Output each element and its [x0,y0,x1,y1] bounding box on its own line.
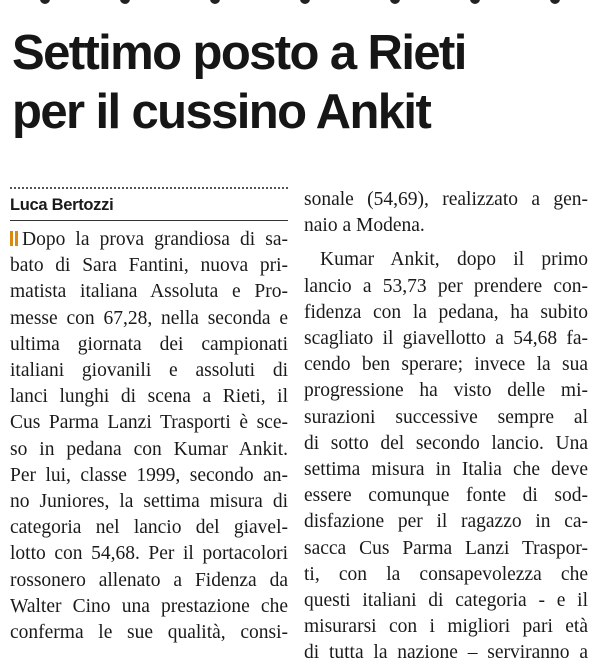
right-column-paragraph-2 [304,247,588,666]
byline-dotted-rule [10,187,288,189]
text-line: Dopo la prova grandiosa di sa- [10,227,288,253]
left-column-text [10,227,288,646]
text-line: questi italiani di categoria - e il [304,590,588,612]
text-line: Cus Parma Lanzi Trasporti è sce- [10,412,288,434]
text-line: lotto con 54,68. Per il portacolori [10,543,288,565]
article-column-left [10,187,288,646]
text-line: di tutta la nazione – serviranno a [304,642,588,664]
text-line: Per lui, classe 1999, secondo an- [10,464,288,486]
text-line: di sotto del secondo lancio. Una [304,432,588,454]
text-line: progressione ha visto delle mi- [304,380,588,402]
text-line: sacca Cus Parma Lanzi Traspor- [304,537,588,559]
headline-line-2: per il cussino Ankit [12,85,431,139]
text-line: messe con 67,28, nella seconda e [10,307,288,329]
text-line: lancio a 53,73 per prendere con- [304,275,588,297]
text-line: sonale (54,69), realizzato a gen- [304,189,588,210]
text-line: misurarsi con i migliori pari età [304,616,588,638]
lead-marker-icon [10,231,13,246]
article-column-right [304,187,588,667]
text-line: lanci lunghi di scena a Rieti, il [10,386,288,408]
headline-line-1: Settimo posto a Rieti [12,26,466,80]
text-line: categoria nel lancio del giavel- [10,517,288,539]
previous-article-strip [0,0,600,6]
text-line: Kumar Ankit, dopo il primo [320,249,588,271]
text-line: no Juniores, la settima misura di [10,491,288,513]
text-line: scagliato il giavellotto a 54,68 fa- [304,328,588,350]
text-line: settima misura in Italia che deve [304,459,588,481]
text-line: disfazione per il ragazzo in ca- [304,511,588,533]
text-line: fidenza con la pedana, ha subito [304,301,588,323]
text-line: essere comunque fonte di sod- [304,485,588,507]
paragraph-spacer [304,239,588,247]
text-line: bato di Sara Fantini, nuova pri- [10,255,288,277]
text-line: surazioni successive sempre al [304,406,588,428]
text-line: ultima giornata dei campionati [10,333,288,355]
text-line: Walter Cino una prestazione che [10,595,288,617]
text-line: cendo ben sperare; invece la sua [304,354,588,376]
text-line: conferma le sue qualità, consi- [10,622,288,644]
text-line: rossonero allenato a Fidenza da [10,569,288,591]
text-line: so in pedana con Kumar Ankit. [10,438,288,460]
article-byline: Luca Bertozzi [10,195,288,221]
text-line: matista italiana Assoluta e Pro- [10,281,288,303]
text-line: naio a Modena. [304,215,425,237]
article-headline [12,24,592,142]
right-column-paragraph-1 [304,187,588,239]
text-line: italiani giovanili e assoluti di [10,360,288,382]
text-line: ti, con la consapevolezza che [304,563,588,585]
